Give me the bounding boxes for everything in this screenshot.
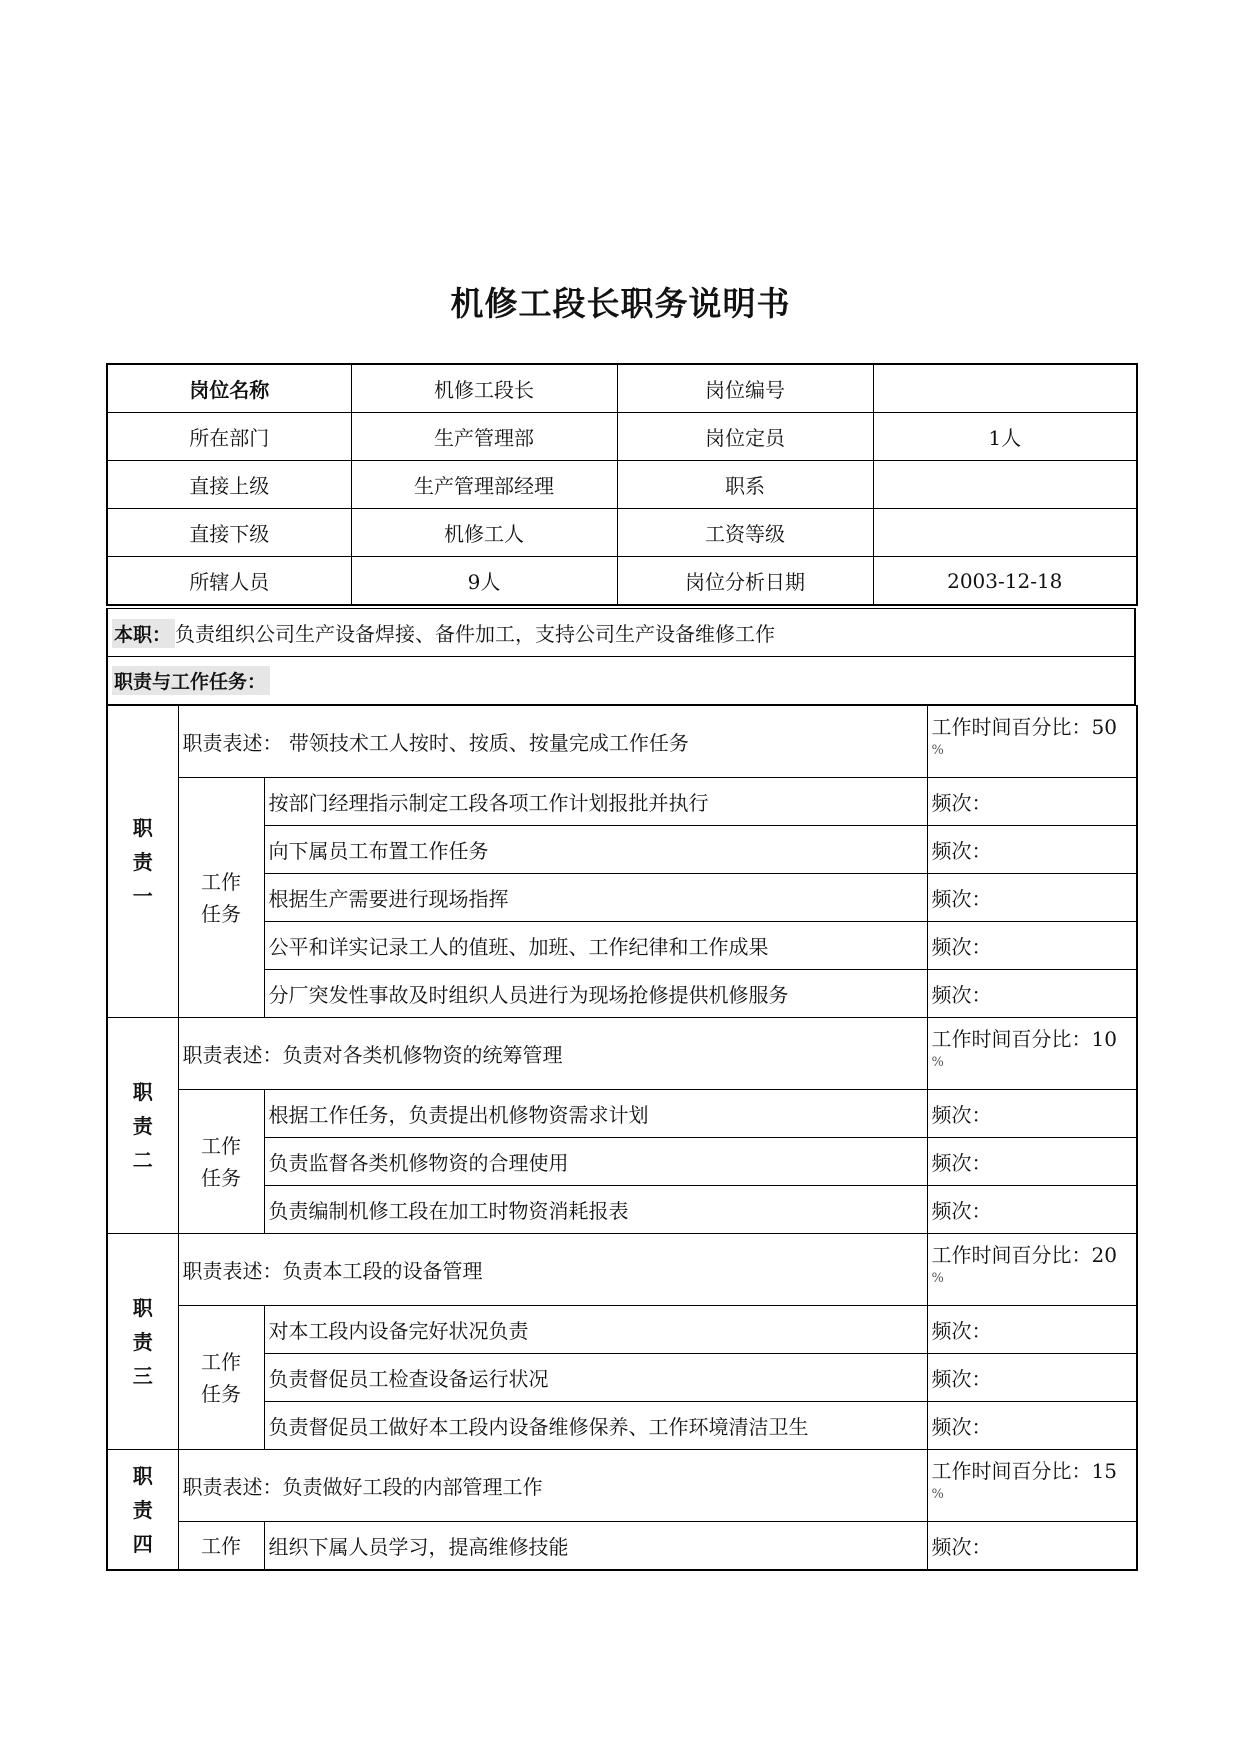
info-value: 2003-12-18 bbox=[873, 557, 1137, 606]
info-label: 工资等级 bbox=[617, 509, 873, 557]
info-value bbox=[873, 461, 1137, 509]
info-value: 机修工段长 bbox=[351, 364, 617, 413]
work-task-label: 工作 任务 bbox=[178, 1306, 264, 1450]
job-summary-text: 负责组织公司生产设备焊接、备件加工，支持公司生产设备维修工作 bbox=[175, 621, 776, 646]
info-label: 职系 bbox=[617, 461, 873, 509]
info-row bbox=[107, 557, 1137, 606]
task-text: 根据生产需要进行现场指挥 bbox=[264, 874, 927, 922]
info-label: 岗位编号 bbox=[617, 364, 873, 413]
duty-label: 职 责 二 bbox=[107, 1018, 178, 1234]
work-time-percentage bbox=[927, 1018, 1137, 1090]
task-row bbox=[107, 1306, 1137, 1354]
task-text: 负责督促员工检查设备运行状况 bbox=[264, 1354, 927, 1402]
task-row bbox=[107, 1090, 1137, 1138]
task-text: 向下属员工布置工作任务 bbox=[264, 826, 927, 874]
task-frequency: 频次： bbox=[927, 1090, 1137, 1138]
info-label: 岗位定员 bbox=[617, 413, 873, 461]
job-summary-row bbox=[107, 609, 1135, 657]
info-row bbox=[107, 364, 1137, 413]
info-row bbox=[107, 509, 1137, 557]
task-row bbox=[107, 1522, 1137, 1571]
info-label: 直接下级 bbox=[107, 509, 351, 557]
work-time-percentage-value: 工作时间百分比：10 bbox=[931, 1027, 1117, 1051]
info-value bbox=[873, 364, 1137, 413]
info-value: 生产管理部经理 bbox=[351, 461, 617, 509]
basic-info-table bbox=[106, 363, 1138, 606]
work-time-percentage-value: 工作时间百分比：50 bbox=[931, 715, 1117, 739]
info-label: 岗位名称 bbox=[107, 364, 351, 413]
work-task-label: 工作 任务 bbox=[178, 778, 264, 1018]
task-frequency: 频次： bbox=[927, 826, 1137, 874]
duty-label: 职 责 三 bbox=[107, 1234, 178, 1450]
work-time-percentage bbox=[927, 1450, 1137, 1522]
task-frequency: 频次： bbox=[927, 1402, 1137, 1450]
info-value: 1人 bbox=[873, 413, 1137, 461]
duties-heading: 职责与工作任务： bbox=[112, 666, 270, 695]
task-frequency: 频次： bbox=[927, 1138, 1137, 1186]
info-row bbox=[107, 461, 1137, 509]
task-text: 负责监督各类机修物资的合理使用 bbox=[264, 1138, 927, 1186]
info-value: 9人 bbox=[351, 557, 617, 606]
work-task-label: 工作 任务 bbox=[178, 1090, 264, 1234]
task-text: 对本工段内设备完好状况负责 bbox=[264, 1306, 927, 1354]
task-text: 负责编制机修工段在加工时物资消耗报表 bbox=[264, 1186, 927, 1234]
info-label: 直接上级 bbox=[107, 461, 351, 509]
job-summary-cell bbox=[107, 609, 1135, 657]
duty-description: 职责表述：负责做好工段的内部管理工作 bbox=[178, 1450, 927, 1522]
task-frequency: 频次： bbox=[927, 1354, 1137, 1402]
task-frequency: 频次： bbox=[927, 970, 1137, 1018]
duty-label: 职 责 四 bbox=[107, 1450, 178, 1571]
work-time-percentage-unit: % bbox=[931, 1487, 944, 1502]
info-value bbox=[873, 509, 1137, 557]
task-frequency: 频次： bbox=[927, 874, 1137, 922]
task-row bbox=[107, 778, 1137, 826]
task-frequency: 频次： bbox=[927, 1306, 1137, 1354]
duty-description-row bbox=[107, 706, 1137, 778]
work-time-percentage-unit: % bbox=[931, 1055, 944, 1070]
summary-table bbox=[106, 608, 1136, 706]
task-text: 根据工作任务，负责提出机修物资需求计划 bbox=[264, 1090, 927, 1138]
info-value: 生产管理部 bbox=[351, 413, 617, 461]
duty-description-row bbox=[107, 1234, 1137, 1306]
task-frequency: 频次： bbox=[927, 922, 1137, 970]
duties-heading-cell bbox=[107, 657, 1135, 706]
duty-description-row bbox=[107, 1018, 1137, 1090]
info-label: 所辖人员 bbox=[107, 557, 351, 606]
info-row bbox=[107, 413, 1137, 461]
info-label: 岗位分析日期 bbox=[617, 557, 873, 606]
duty-description: 职责表述：负责对各类机修物资的统筹管理 bbox=[178, 1018, 927, 1090]
work-time-percentage-value: 工作时间百分比：15 bbox=[931, 1459, 1117, 1483]
work-task-label: 工作 bbox=[178, 1522, 264, 1571]
page-title: 机修工段长职务说明书 bbox=[450, 284, 791, 323]
work-time-percentage bbox=[927, 706, 1137, 778]
task-text: 组织下属人员学习，提高维修技能 bbox=[264, 1522, 927, 1571]
task-text: 按部门经理指示制定工段各项工作计划报批并执行 bbox=[264, 778, 927, 826]
task-text: 负责督促员工做好本工段内设备维修保养、工作环境清洁卫生 bbox=[264, 1402, 927, 1450]
work-time-percentage bbox=[927, 1234, 1137, 1306]
task-frequency: 频次： bbox=[927, 1522, 1137, 1571]
task-text: 分厂突发性事故及时组织人员进行为现场抢修提供机修服务 bbox=[264, 970, 927, 1018]
job-summary-label: 本职： bbox=[112, 619, 175, 648]
duties-table bbox=[106, 705, 1138, 1571]
task-frequency: 频次： bbox=[927, 1186, 1137, 1234]
duty-description: 职责表述： 带领技术工人按时、按质、按量完成工作任务 bbox=[178, 706, 927, 778]
work-time-percentage-unit: % bbox=[931, 743, 944, 758]
task-text: 公平和详实记录工人的值班、加班、工作纪律和工作成果 bbox=[264, 922, 927, 970]
work-time-percentage-unit: % bbox=[931, 1271, 944, 1286]
duty-description-row bbox=[107, 1450, 1137, 1522]
task-frequency: 频次： bbox=[927, 778, 1137, 826]
work-time-percentage-value: 工作时间百分比：20 bbox=[931, 1243, 1117, 1267]
info-value: 机修工人 bbox=[351, 509, 617, 557]
duties-heading-row bbox=[107, 657, 1135, 706]
duty-label: 职 责 一 bbox=[107, 706, 178, 1018]
info-label: 所在部门 bbox=[107, 413, 351, 461]
duty-description: 职责表述：负责本工段的设备管理 bbox=[178, 1234, 927, 1306]
